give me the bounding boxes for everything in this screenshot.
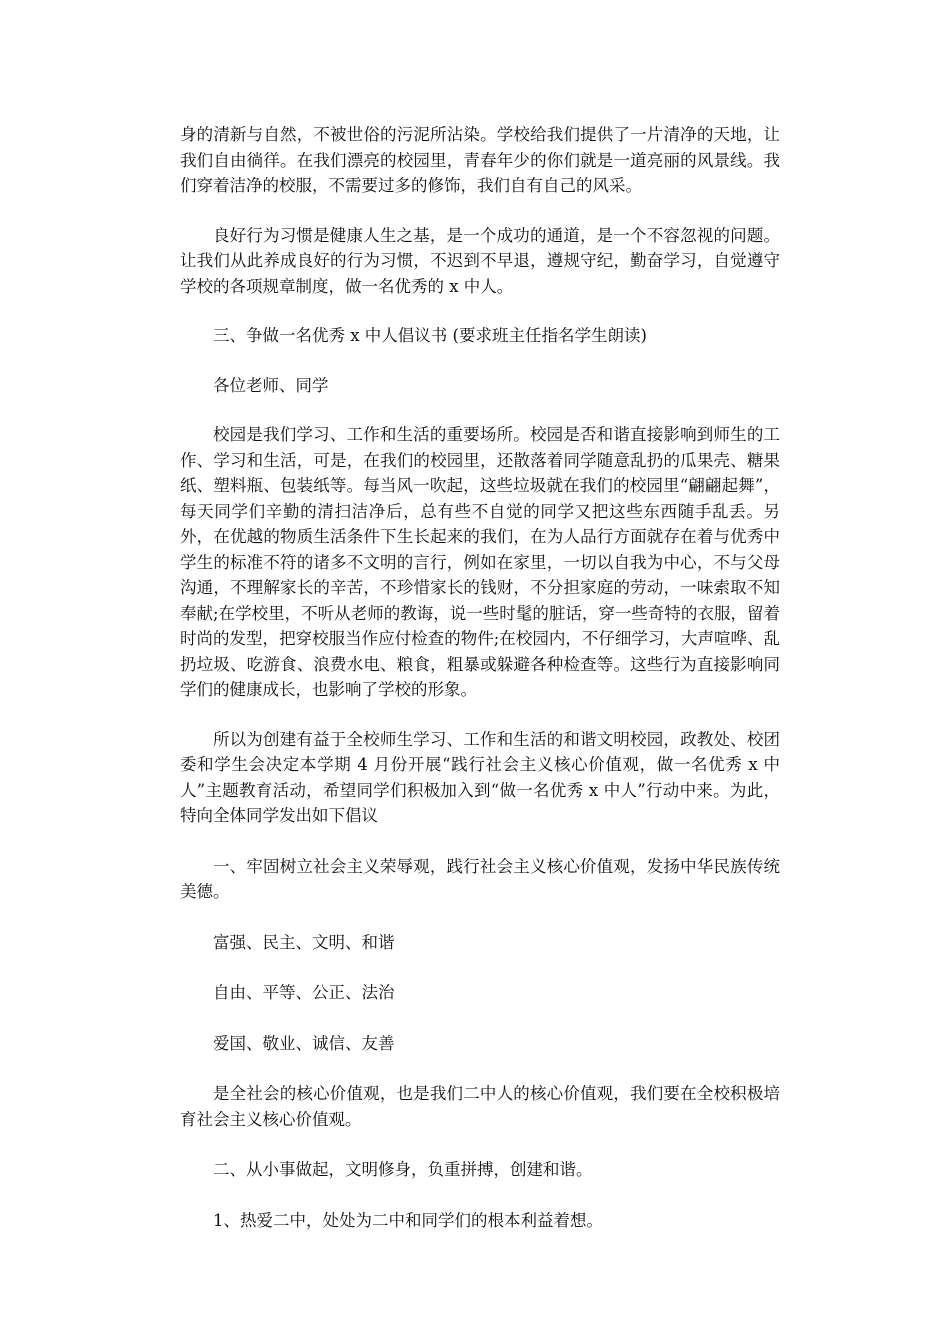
paragraph-core-values-summary: 是全社会的核心价值观，也是我们二中人的核心价值观，我们要在全校积极培育社会主义核心价值观。 [180,1084,780,1129]
document-page [180,122,780,1233]
paragraph-school-environment: 身的清新与自然，不被世俗的污泥所沾染。学校给我们提供了一片清净的天地，让我们自由徜徉。在我们漂亮的校园里，青春年少的你们就是一道亮丽的风景线。我们穿着洁净的校服，不需要过多的修饰，我们自有自己的风采。 [180,125,780,195]
core-values-line-1: 富强、民主、文明、和谐 [213,932,395,952]
paragraph-activity-announcement: 所以为创建有益于全校师生学习、工作和生活的和谐文明校园，政教处、校团委和学生会决定本学期 4 月份开展“践行社会主义核心价值观，做一名优秀 x 中人”主题教育活动，希望同学们积极加入到“做一名优秀 x 中人”行动中来。为此，特向全体同学发出如下倡议 [180,729,780,825]
paragraph-good-habits: 良好行为习惯是健康人生之基，是一个成功的通道，是一个不容忽视的问题。让我们从此养成良好的行为习惯，不迟到不早退，遵规守纪，勤奋学习，自觉遵守学校的各项规章制度，做一名优秀的 x 中人。 [180,225,780,296]
core-values-line-2: 自由、平等、公正、法治 [213,983,395,1002]
proposal-item-1: 一、牢固树立社会主义荣辱观，践行社会主义核心价值观，发扬中华民族传统美德。 [180,856,780,901]
proposal-subitem-1: 1、热爱二中，处处为二中和同学们的根本利益着想。 [213,1210,603,1230]
paragraph-campus-problems: 校园是我们学习、工作和生活的重要场所。校园是否和谐直接影响到师生的工作、学习和生活，可是，在我们的校园里，还散落着同学随意乱扔的瓜果壳、糖果纸、塑料瓶、包装纸等。每当风一吹起，这些垃圾就在我们的校园里“翩翩起舞”，每天同学们辛勤的清扫洁净后，总有些不自觉的同学又把这些东西随手乱丢。另外，在优越的物质生活条件下生长起来的我们，在为人品行方面就存在着与优秀中学生的标准不符的诸多不文明的言行，例如在家里，一切以自我为中心，不与父母沟通，不理解家长的辛苦，不珍惜家长的钱财，不分担家庭的劳动，一味索取不知奉献;在学校里，不听从老师的教诲，说一些时髦的脏话，穿一些奇特的衣服，留着时尚的发型，把穿校服当作应付检查的物件;在校园内，不仔细学习，大声喧哗、乱扔垃圾、吃游食、浪费水电、粮食，粗暴或躲避各种检查等。这些行为直接影响同学们的健康成长，也影响了学校的形象。 [180,425,780,699]
core-values-line-3: 爱国、敬业、诚信、友善 [213,1033,395,1053]
proposal-item-2: 二、从小事做起，文明修身，负重拼搏，创建和谐。 [213,1160,593,1179]
section-heading-proposal: 三、争做一名优秀 x 中人倡议书 (要求班主任指名学生朗读) [213,326,647,345]
salutation: 各位老师、同学 [213,375,329,395]
